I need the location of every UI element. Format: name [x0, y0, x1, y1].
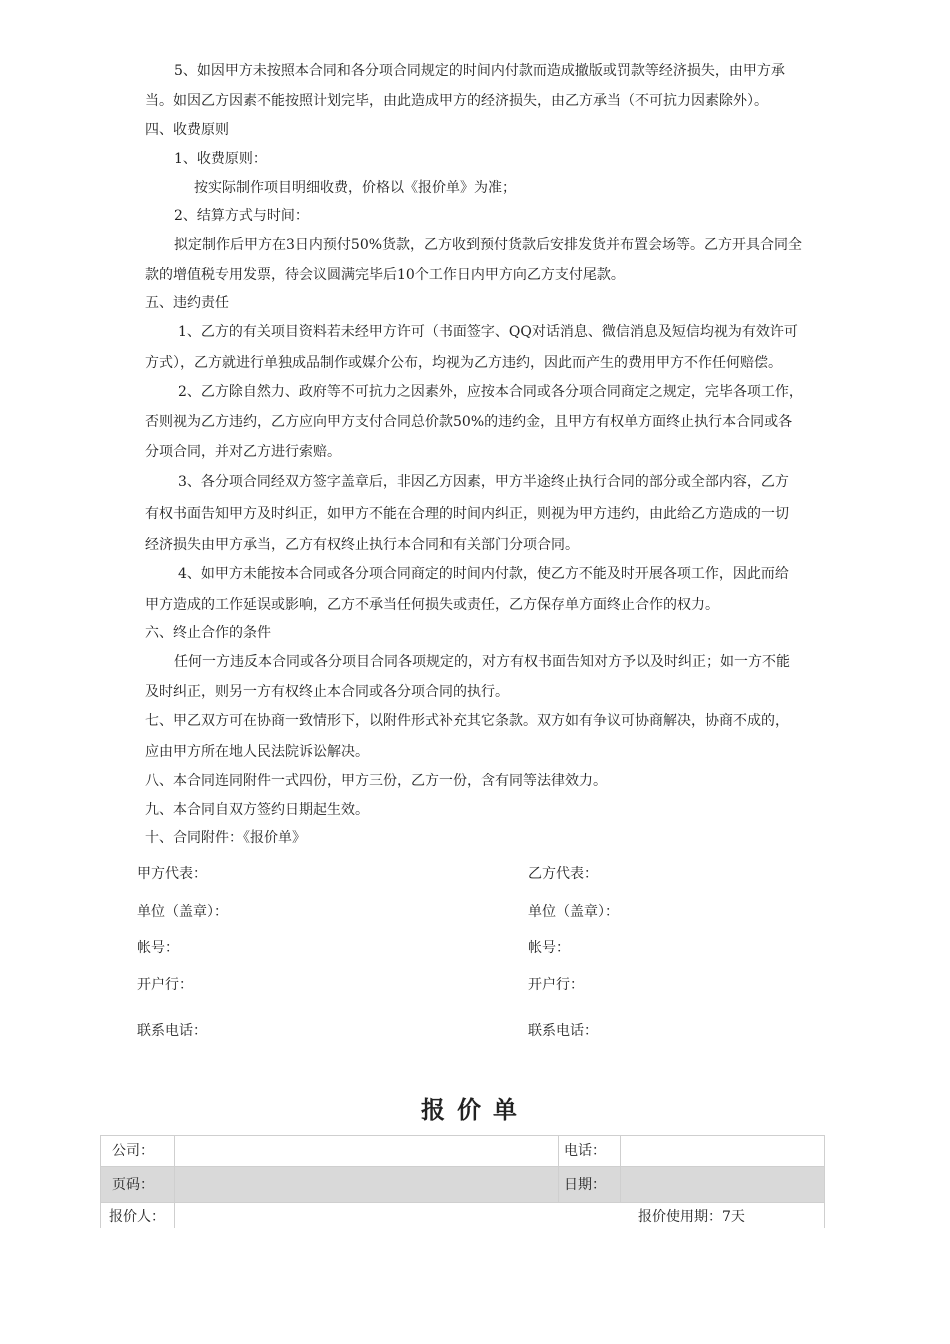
party-a-rep-label: 甲方代表：	[137, 866, 207, 882]
liability-4-line1: 4、如甲方未能按本合同或各分项合同商定的时间内付款，使乙方不能及时开展各项工作，因此而给	[178, 566, 789, 582]
termination-line1: 任何一方违反本合同或各分项目合同各项规定的，对方有权书面告知对方予以及时纠正；如一方不能	[174, 654, 790, 670]
liability-2-line1: 2、乙方除自然力、政府等不可抗力之因素外，应按本合同或各分项合同商定之规定，完毕各项工作，	[178, 384, 803, 400]
fee-item-1-text: 按实际制作项目明细收费，价格以《报价单》为准；	[194, 180, 516, 196]
clause-7-line1: 七、甲乙双方可在协商一致情形下，以附件形式补充其它条款。双方如有争议可协商解决，协商不成的，	[145, 713, 789, 729]
liability-1-line2: 方式），乙方就进行单独成品制作或媒介公布，均视为乙方违约，因此而产生的费用甲方不作任何赔偿。	[145, 355, 782, 371]
liability-3-line1: 3、各分项合同经双方签字盖章后，非因乙方因素，甲方半途终止执行合同的部分或全部内容，乙方	[178, 474, 789, 490]
phone-label: 电话：	[564, 1143, 606, 1159]
party-b-rep-label: 乙方代表：	[528, 866, 598, 882]
fee-item-2: 2、结算方式与时间：	[174, 208, 309, 224]
liability-3-line2: 有权书面告知甲方及时纠正，如甲方不能在合理的时间内纠正，则视为甲方违约，由此给乙方造成的一切	[145, 506, 789, 522]
page-number-label: 页码：	[112, 1177, 154, 1193]
contract-p1-line1: 5、如因甲方未按照本合同和各分项合同规定的时间内付款而造成撤版或罚款等经济损失，由甲方承	[174, 63, 785, 79]
liability-2-line2: 否则视为乙方违约，乙方应向甲方支付合同总价款50%的违约金，且甲方有权单方面终止执行本合同或各	[145, 414, 793, 430]
fee-item-1: 1、收费原则：	[174, 151, 267, 167]
party-a-bank-label: 开户行：	[137, 977, 193, 993]
party-b-phone-label: 联系电话：	[528, 1023, 598, 1039]
party-b-bank-label: 开户行：	[528, 977, 584, 993]
liability-4-line2: 甲方造成的工作延误或影响，乙方不承当任何损失或责任，乙方保存单方面终止合作的权力。	[145, 597, 719, 613]
date-field[interactable]	[621, 1167, 824, 1202]
section-heading-termination: 六、终止合作的条件	[145, 625, 271, 641]
phone-value-field[interactable]	[621, 1136, 824, 1166]
clause-7-line2: 应由甲方所在地人民法院诉讼解决。	[145, 744, 369, 760]
clause-10: 十、合同附件：《报价单》	[145, 830, 306, 846]
quote-title: 报价单	[421, 1095, 529, 1124]
clause-9: 九、本合同自双方签约日期起生效。	[145, 802, 369, 818]
quote-validity: 报价使用期：7天	[638, 1209, 745, 1225]
party-a-phone-label: 联系电话：	[137, 1023, 207, 1039]
section-heading-liability: 五、违约责任	[145, 295, 229, 311]
date-label: 日期：	[564, 1177, 606, 1193]
party-b-account-label: 帐号：	[528, 940, 570, 956]
party-a-account-label: 帐号：	[137, 940, 179, 956]
party-a-unit-label: 单位（盖章）：	[137, 904, 228, 920]
quoter-field[interactable]	[175, 1203, 625, 1228]
liability-3-line3: 经济损失由甲方承当，乙方有权终止执行本合同和有关部门分项合同。	[145, 537, 579, 553]
termination-line2: 及时纠正，则另一方有权终止本合同或各分项合同的执行。	[145, 684, 509, 700]
quoter-label: 报价人：	[109, 1209, 165, 1225]
section-heading-fee-principle: 四、收费原则	[145, 122, 229, 138]
liability-2-line3: 分项合同，并对乙方进行索赔。	[145, 444, 341, 460]
contract-p1-line2: 当。如因乙方因素不能按照计划完毕，由此造成甲方的经济损失，由乙方承当（不可抗力因素除外）。	[145, 93, 768, 109]
company-label: 公司：	[112, 1143, 154, 1159]
clause-8: 八、本合同连同附件一式四份，甲方三份，乙方一份，含有同等法律效力。	[145, 773, 607, 789]
party-b-unit-label: 单位（盖章）：	[528, 904, 619, 920]
quote-table	[100, 1135, 825, 1228]
fee-item-2-line1: 拟定制作后甲方在3日内预付50%货款，乙方收到预付货款后安排发货并布置会场等。乙方开具合同全	[174, 237, 803, 253]
company-value-field[interactable]	[175, 1136, 558, 1166]
page-number-field[interactable]	[175, 1167, 558, 1202]
fee-item-2-line2: 款的增值税专用发票，待会议圆满完毕后10个工作日内甲方向乙方支付尾款。	[145, 267, 625, 283]
liability-1-line1: 1、乙方的有关项目资料若未经甲方许可（书面签字、QQ对话消息、微信消息及短信均视为有效许可	[178, 324, 798, 340]
